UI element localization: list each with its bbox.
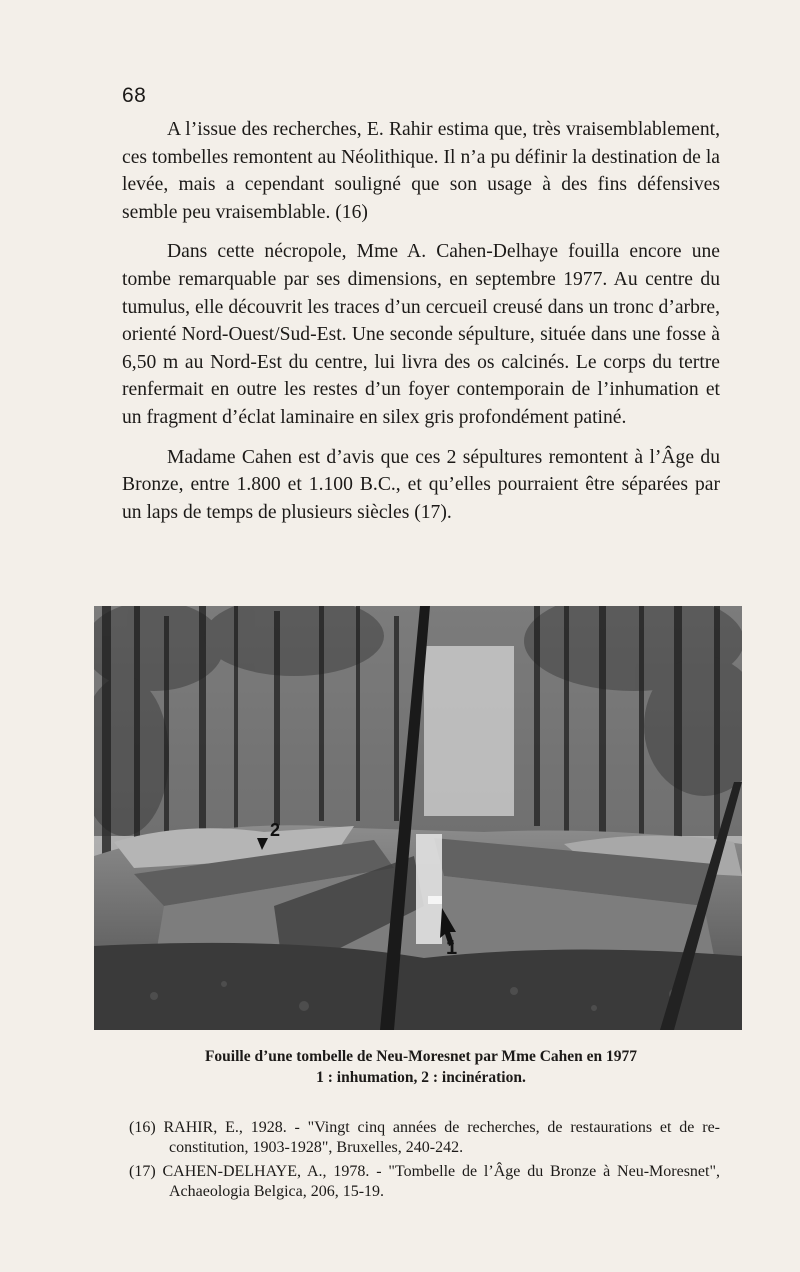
paragraph-1: A l’issue des recherches, E. Rahir estima que, très vraisemblablement, ces tombelles remontent au Néolithique. Il n’a pu définir la destination de la levée, mais a cependant souligné que son usage à des fins défensives semble peu vraisemblable. (16) bbox=[122, 119, 720, 223]
footnotes bbox=[122, 1118, 720, 1206]
excavation-photo bbox=[94, 606, 742, 1030]
footnote-16: (16) RAHIR, E., 1928. - "Vingt cinq années de recherches, de restaurations et de reconstitution, 1903-1928", Bruxelles, 240-242. bbox=[129, 1119, 720, 1156]
caption-line-1: Fouille d’une tombelle de Neu-Moresnet par Mme Cahen en 1977 bbox=[204, 1048, 638, 1065]
page-number: 68 bbox=[122, 84, 147, 107]
figure-caption bbox=[122, 1046, 720, 1088]
caption-line-2: 1 : inhumation, 2 : incinération. bbox=[316, 1069, 526, 1086]
marker-2: 2 bbox=[270, 820, 281, 840]
paragraph-3: Madame Cahen est d’avis que ces 2 sépultures remontent à l’Âge du Bronze, entre 1.800 et 1.100 B.C., et qu’elles pourraient être séparées par un laps de temps de plusieurs siècles (17). bbox=[122, 446, 720, 523]
marker-1: 1 bbox=[446, 937, 458, 959]
paragraph-2: Dans cette nécropole, Mme A. Cahen-Delhaye fouilla encore une tombe remarquable par ses dimensions, en septembre 1977. Au centre du tumulus, elle découvrit les traces d’un cercueil creusé dans un tronc d’arbre, orienté Nord-Ouest/Sud-Est. Une seconde sépulture, située dans une fosse à 6,50 m au Nord-Est du centre, lui livra des os calcinés. Le corps du tertre renfermait en outre les restes d’un foyer contemporain de l’inhumation et un fragment d’éclat laminaire en silex gris profondément patiné. bbox=[122, 241, 720, 428]
body-text bbox=[122, 116, 720, 538]
footnote-17: (17) CAHEN-DELHAYE, A., 1978. - "Tombelle de l’Âge du Bronze à Neu-Moresnet", Achaeologia Belgica, 206, 15-19. bbox=[129, 1163, 720, 1200]
